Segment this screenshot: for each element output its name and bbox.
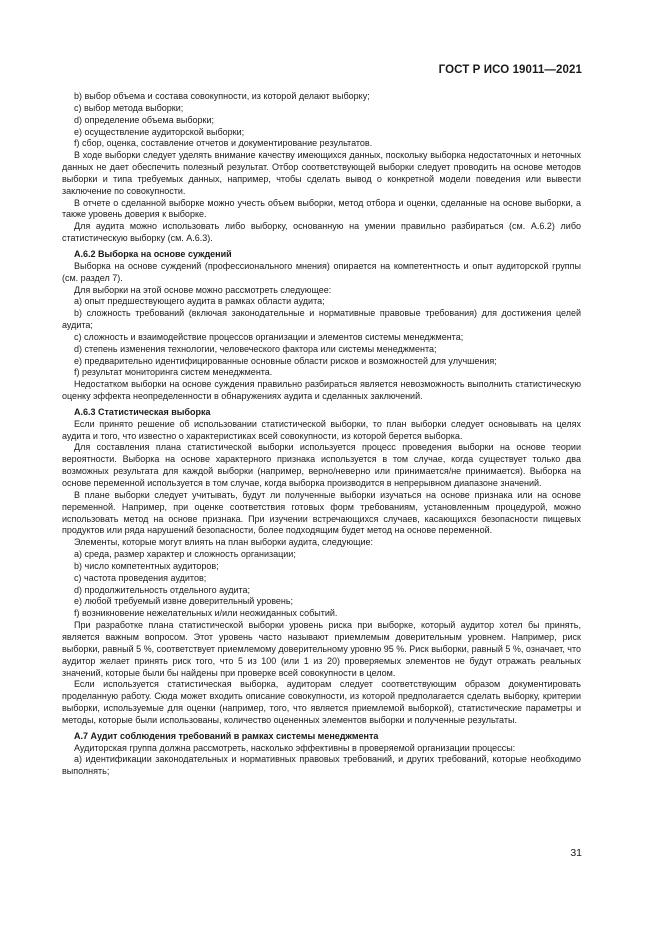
document-header: ГОСТ Р ИСО 19011—2021: [438, 64, 582, 76]
section-heading: А.7 Аудит соблюдения требований в рамках системы менеджмента: [74, 730, 379, 741]
list-item: c) выбор метода выборки;: [74, 102, 184, 113]
paragraph: Если принято решение об использовании статистической выборки, то план выборки следует основывать на целях аудита и того, что известно о характеристиках всей совокупности, из которой берется выборка.: [62, 418, 581, 441]
paragraph: Недостатком выборки на основе суждения правильно разбираться является невозможность выполнить статистическую оценку эффекта неопределенности в обнаружениях аудита и сделанных заключений.: [62, 379, 581, 402]
list-item: d) определение объема выборки;: [74, 114, 214, 125]
paragraph: a) идентификации законодательных и нормативных правовых требований, и других требований, которые необходимо выполнять;: [62, 754, 581, 777]
list-item: e) осуществление аудиторской выборки;: [74, 126, 245, 137]
list-item: a) опыт предшествующего аудита в рамках области аудита;: [74, 296, 325, 307]
list-item: e) предварительно идентифицированные основные области рисков и возможностей для улучшения;: [74, 355, 497, 366]
page-body: [62, 91, 581, 778]
list-item: f) сбор, оценка, составление отчетов и документирование результатов.: [74, 138, 373, 149]
list-item: c) частота проведения аудитов;: [74, 572, 207, 583]
list-item: b) выбор объема и состава совокупности, из которой делают выборку;: [74, 91, 370, 101]
list-item: b) сложность требований (включая законодательные и нормативные правовые требования) для достижения целей аудита;: [62, 308, 581, 331]
paragraph: В отчете о сделанной выборке можно учесть объем выборки, метод отбора и оценки, сделанные на основе выборки, а также уровень доверия к выборке.: [62, 197, 581, 220]
page-number: 31: [570, 847, 582, 859]
paragraph: Элементы, которые могут влиять на план выборки аудита, следующие:: [74, 537, 374, 548]
list-item: a) среда, размер характер и сложность организации;: [74, 549, 296, 560]
paragraph: Если используется статистическая выборка, аудиторам следует соответствующим образом документировать проделанную работу. Сюда может входить описание совокупности, из которой предполагается сделать выборку, критерии выборки, используемые для оценки (например, того, что является приемлемой выборкой), статистические параметры и методы, которые были использованы, количество оцененных элементов выборки и полученные результаты.: [62, 679, 581, 725]
list-item: b) число компетентных аудиторов;: [74, 560, 219, 571]
paragraph: Для выборки на этой основе можно рассмотреть следующее:: [74, 284, 332, 295]
paragraph: В ходе выборки следует уделять внимание качеству имеющихся данных, поскольку выборка недостаточных и неточных данных не дает обеспечить полезный результат. Отбор соответствующей выборки следует проводить на основе методов выборки и типа требуемых данных, например, чтобы сделать вывод о конкретной модели поведения или вывести заключение по совокупности.: [62, 150, 581, 196]
list-item: d) степень изменения технологии, человеческого фактора или системы менеджмента;: [74, 343, 437, 354]
list-item: f) результат мониторинга систем менеджмента.: [74, 367, 273, 378]
section-heading: А.6.2 Выборка на основе суждений: [74, 248, 232, 259]
list-item: d) продолжительность отдельного аудита;: [74, 584, 251, 595]
list-item: f) возникновение нежелательных и/или неожиданных событий.: [74, 608, 338, 619]
paragraph: Аудиторская группа должна рассмотреть, насколько эффективны в проверяемой организации процессы:: [74, 742, 516, 753]
paragraph: При разработке плана статистической выборки уровень риска при выборке, который аудитор хотел бы принять, является важным вопросом. Этот уровень часто называют приемлемым доверительным уровнем. Например, риск выборки, равный 5 %, соответствует приемлемому доверительному уровню 95 %. Риск выборки, равный 5 %, означает, что аудитор желает принять риск того, что 5 из 100 (или 1 из 20) проверяемых элементов не будут отражать реальных значений, которые были бы найдены при проверке всей совокупности в целом.: [62, 620, 581, 678]
list-item: e) любой требуемый извне доверительный уровень;: [74, 596, 294, 607]
section-heading: А.6.3 Статистическая выборка: [74, 406, 211, 417]
paragraph: В плане выборки следует учитывать, будут ли полученные выборки изучаться на основе признака или на основе переменной. Например, при оценке соответствия готовых форм требованиям, установленным процедурой, можно использовать метод на основе признака. При изучении встречающихся случаев, касающихся безопасности пищевых продуктов или ряда нарушений безопасности, более подходящим будет метод на основе переменной.: [62, 489, 581, 536]
paragraph: Выборка на основе суждений (профессионального мнения) опирается на компетентность и опыт аудиторской группы (см. раздел 7).: [62, 260, 581, 283]
list-item: c) сложность и взаимодействие процессов организации и элементов системы менеджмента;: [74, 331, 464, 342]
paragraph: Для аудита можно использовать либо выборку, основанную на умении правильно разбираться (см. А.6.2) либо статистическую выборку (см. А.6.3).: [62, 221, 581, 244]
paragraph: Для составления плана статистической выборки используется процесс проведения выборки на основе теории вероятности. Выборка на основе характерного признака используется в том случае, когда существует только два возможных результата для каждой выборки (например, верно/неверно или принимается/не принимается). Выборка на основе переменной используется в том случае, когда выборка производится в непрерывном диапазоне значений.: [62, 442, 581, 488]
